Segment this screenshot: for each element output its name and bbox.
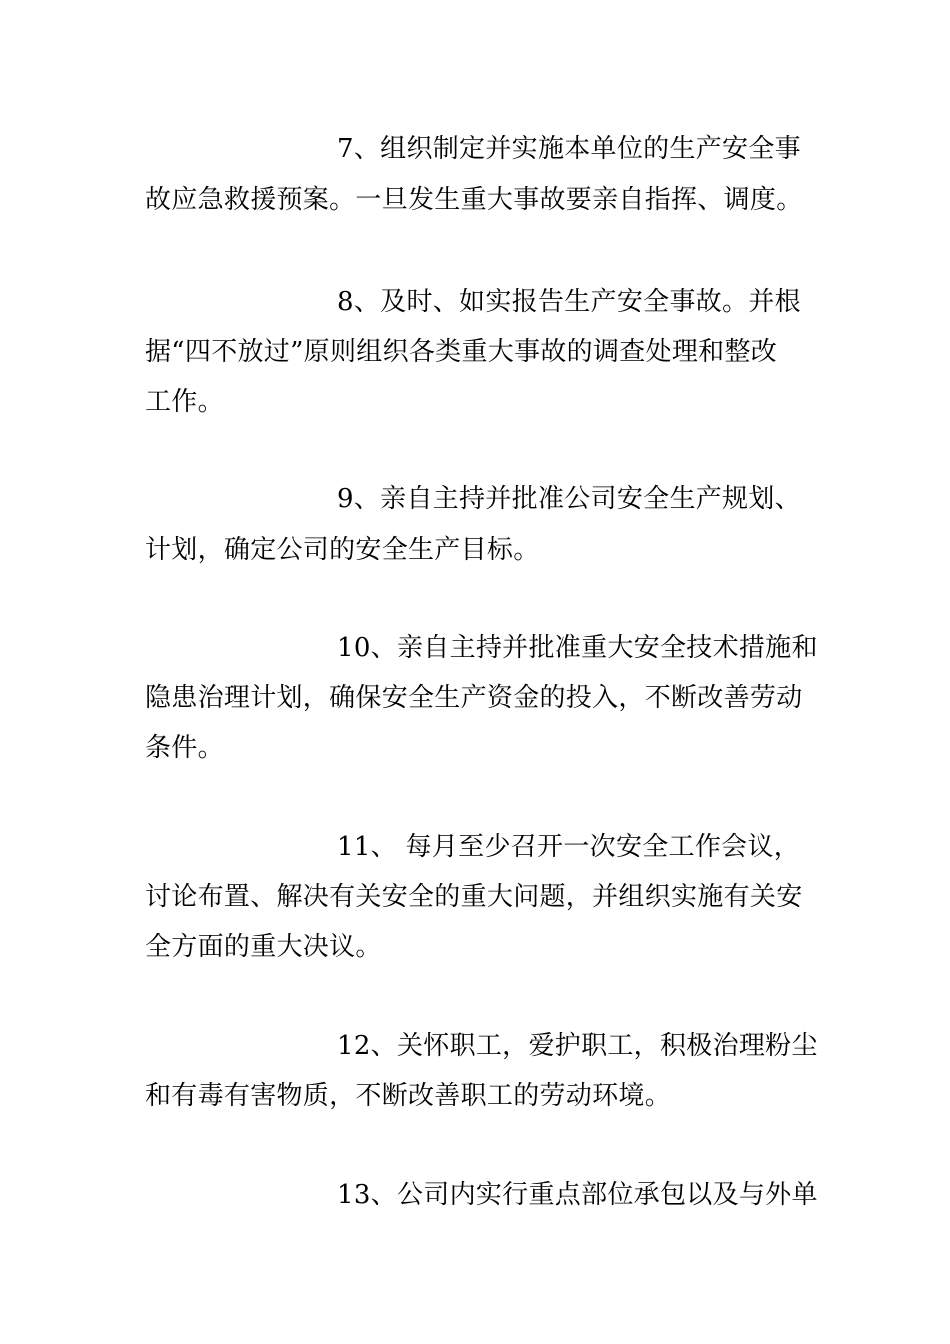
paragraph-10-line-3: 条件。 — [145, 733, 224, 763]
paragraph-9-line-1: 9、亲自主持并批准公司安全生产规划、 — [337, 484, 801, 514]
paragraph-10-line-1: 10、亲自主持并批准重大安全技术措施和 — [337, 633, 818, 663]
paragraph-7-line-2: 故应急救援预案。一旦发生重大事故要亲自指挥、调度。 — [145, 185, 803, 215]
paragraph-8-line-2: 据“四不放过”原则组织各类重大事故的调查处理和整改 — [145, 337, 778, 367]
paragraph-13-line-1: 13、公司内实行重点部位承包以及与外单 — [337, 1180, 818, 1210]
paragraph-11-line-3: 全方面的重大决议。 — [145, 932, 382, 962]
paragraph-9-line-2: 计划，确定公司的安全生产目标。 — [145, 535, 540, 565]
paragraph-11-line-1: 11、 每月至少召开一次安全工作会议， — [337, 832, 801, 862]
paragraph-11-line-2: 讨论布置、解决有关安全的重大问题，并组织实施有关安 — [145, 882, 803, 912]
paragraph-8-line-3: 工作。 — [145, 387, 224, 417]
paragraph-7-line-1: 7、组织制定并实施本单位的生产安全事 — [337, 134, 801, 164]
paragraph-8-line-1: 8、及时、如实报告生产安全事故。并根 — [337, 287, 801, 317]
paragraph-12-line-1: 12、关怀职工，爱护职工，积极治理粉尘 — [337, 1031, 818, 1061]
paragraph-12-line-2: 和有毒有害物质，不断改善职工的劳动环境。 — [145, 1081, 672, 1111]
paragraph-10-line-2: 隐患治理计划，确保安全生产资金的投入，不断改善劳动 — [145, 683, 803, 713]
